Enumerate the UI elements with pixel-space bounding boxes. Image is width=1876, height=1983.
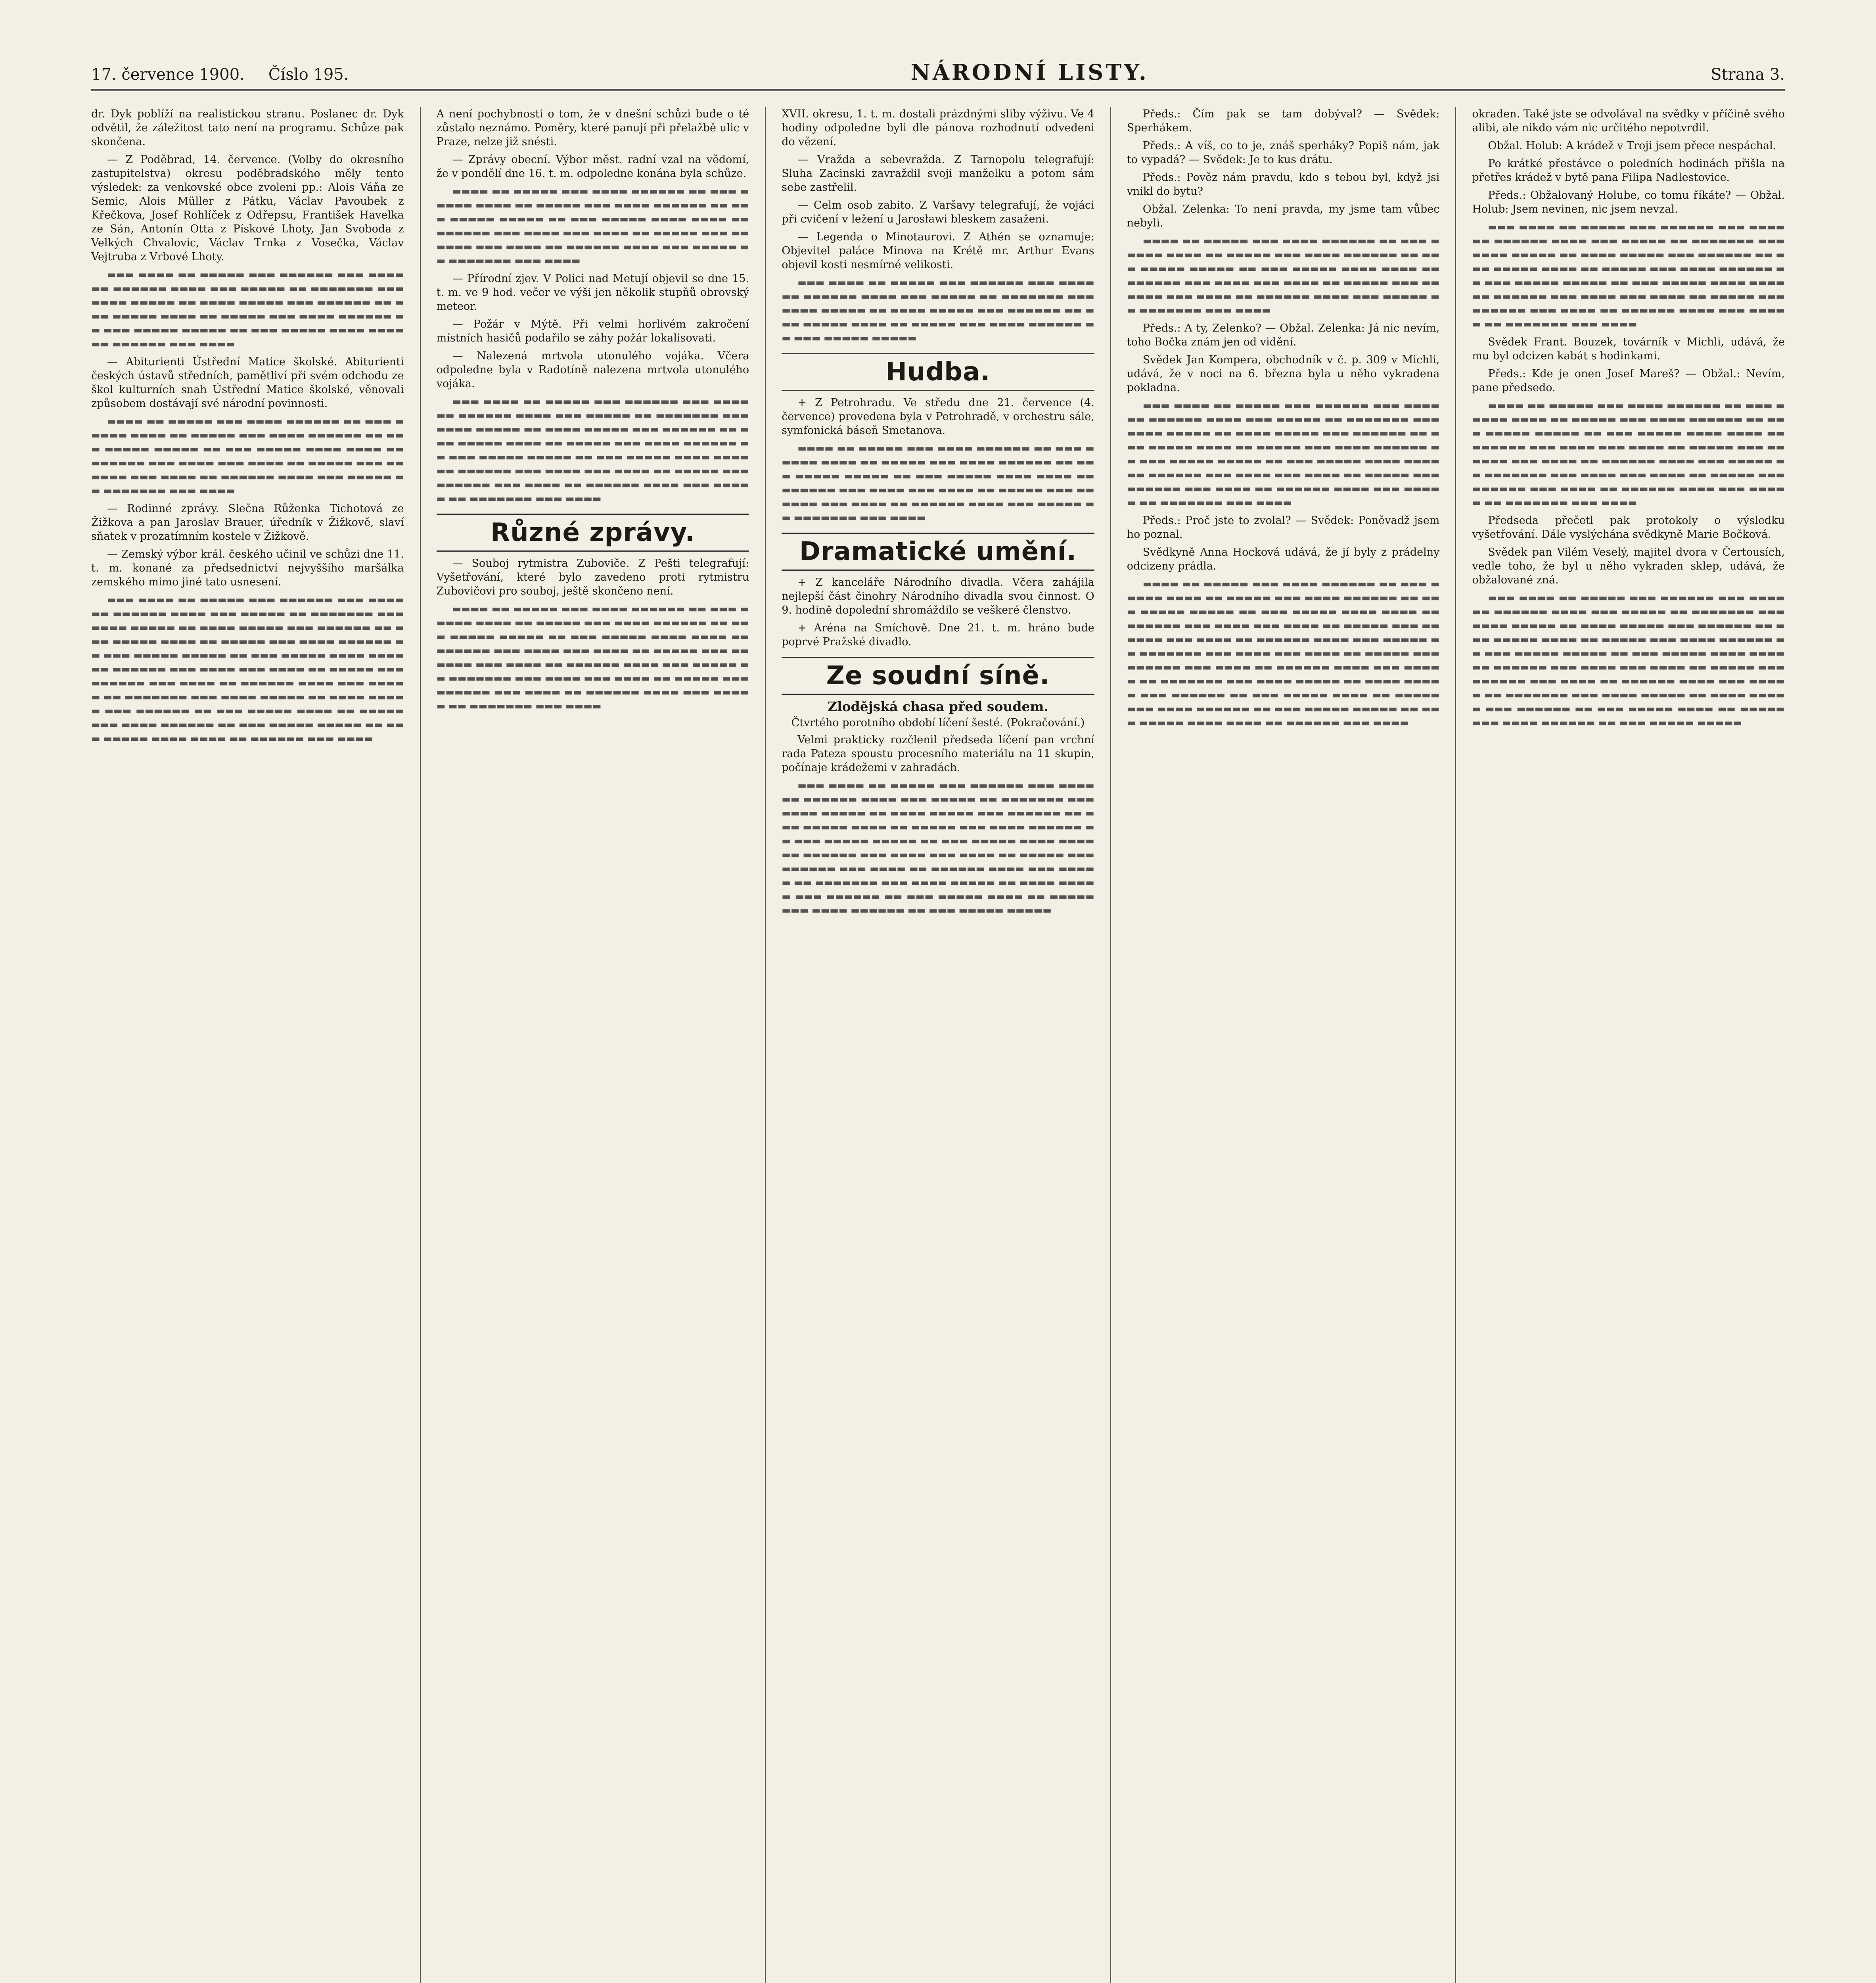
article-paragraph: Předseda přečetl pak protokoly o výsledku vyšetřování. Dále vyslýchána svědkyně Marie Bočková.	[1472, 514, 1785, 541]
columns	[91, 107, 1785, 1983]
article-paragraph: A není pochybnosti o tom, že v dnešní schůzi bude o té zůstalo neznámo. Poměry, které panují při přelažbě ulic v Praze, nelze již snésti.	[436, 108, 749, 148]
article-text-fill: ▬▬▬▬ ▬▬ ▬▬▬▬▬ ▬▬▬ ▬▬▬▬ ▬▬▬▬▬▬ ▬▬ ▬▬▬ ▬▬▬▬▬ ▬▬▬▬ ▬▬ ▬▬▬▬▬ ▬▬▬ ▬▬▬▬ ▬▬▬▬▬▬ ▬▬ ▬▬▬ ▬▬▬▬▬ ▬▬▬▬▬ ▬▬ ▬▬▬ ▬▬▬▬▬ ▬▬▬▬ ▬▬▬▬ ▬▬ ▬▬▬▬▬▬ ▬▬▬ ▬▬▬▬ ▬▬▬ ▬▬▬▬ ▬▬ ▬▬▬▬▬ ▬▬▬ ▬▬▬▬▬▬ ▬▬▬ ▬▬▬▬ ▬▬ ▬▬▬▬▬▬ ▬▬▬▬ ▬▬▬ ▬▬▬▬▬ ▬▬ ▬▬▬▬▬▬▬ ▬▬▬ ▬▬▬▬	[436, 186, 749, 266]
column-5	[1472, 107, 1785, 1983]
article-text-fill: ▬▬▬ ▬▬▬▬ ▬▬ ▬▬▬▬▬ ▬▬▬ ▬▬▬▬▬▬ ▬▬▬ ▬▬▬▬ ▬▬ ▬▬▬▬▬▬ ▬▬▬▬ ▬▬▬ ▬▬▬▬▬ ▬▬ ▬▬▬▬▬▬▬ ▬▬▬ ▬▬▬▬ ▬▬▬▬▬ ▬▬ ▬▬▬▬ ▬▬▬▬▬ ▬▬▬ ▬▬▬▬▬▬ ▬▬ ▬▬▬ ▬▬▬▬▬ ▬▬▬▬ ▬▬ ▬▬▬▬▬ ▬▬▬ ▬▬▬▬ ▬▬▬▬▬▬ ▬▬ ▬▬▬ ▬▬▬▬▬ ▬▬▬▬▬ ▬▬ ▬▬▬ ▬▬▬▬▬ ▬▬▬▬ ▬▬▬▬ ▬▬ ▬▬▬▬▬▬ ▬▬▬ ▬▬▬▬ ▬▬▬ ▬▬▬▬ ▬▬ ▬▬▬▬▬ ▬▬▬ ▬▬▬▬▬▬ ▬▬▬ ▬▬▬▬ ▬▬ ▬▬▬▬▬▬ ▬▬▬▬ ▬▬▬ ▬▬▬▬▬ ▬▬ ▬▬▬▬▬▬▬ ▬▬▬ ▬▬▬▬ ▬▬▬▬▬ ▬▬ ▬▬▬▬ ▬▬▬▬▬ ▬▬▬ ▬▬▬▬▬▬ ▬▬ ▬▬▬ ▬▬▬▬▬ ▬▬▬▬ ▬▬ ▬▬▬▬▬ ▬▬▬ ▬▬▬▬ ▬▬▬▬▬▬ ▬▬ ▬▬▬ ▬▬▬▬▬ ▬▬▬▬▬ ▬▬ ▬▬▬ ▬▬▬▬▬ ▬▬▬▬ ▬▬▬▬ ▬▬ ▬▬▬▬▬▬ ▬▬▬ ▬▬▬▬	[91, 594, 404, 744]
article-paragraph: Předs.: Kde je onen Josef Mareš? — Obžal.: Nevím, pane předsedo.	[1472, 368, 1785, 394]
article-paragraph: — Legenda o Minotaurovi. Z Athén se oznamuje: Objevitel paláce Minova na Krétě mr. Arthur Evans objevil kosti nesmírné velikosti.	[782, 231, 1094, 271]
article-paragraph: — Přírodní zjev. V Polici nad Metují objevil se dne 15. t. m. ve 9 hod. večer ve výši jen několik stupňů obrovský meteor.	[436, 272, 749, 313]
article-paragraph: Předs.: Proč jste to zvolal? — Svědek: Poněvadž jsem ho poznal.	[1127, 514, 1440, 541]
article-paragraph: — Souboj rytmistra Zuboviče. Z Pešti telegrafují: Vyšetřování, které bylo zavedeno proti rytmistru Zubovičovi pro souboj, ještě skončeno není.	[436, 557, 749, 597]
section-heading-ze-soudni-sine: Ze soudní síně.	[782, 657, 1094, 695]
article-text-fill: ▬▬▬ ▬▬▬▬ ▬▬ ▬▬▬▬▬ ▬▬▬ ▬▬▬▬▬▬ ▬▬▬ ▬▬▬▬ ▬▬ ▬▬▬▬▬▬ ▬▬▬▬ ▬▬▬ ▬▬▬▬▬ ▬▬ ▬▬▬▬▬▬▬ ▬▬▬ ▬▬▬▬ ▬▬▬▬▬ ▬▬ ▬▬▬▬ ▬▬▬▬▬ ▬▬▬ ▬▬▬▬▬▬ ▬▬ ▬▬▬ ▬▬▬▬▬ ▬▬▬▬ ▬▬ ▬▬▬▬▬ ▬▬▬ ▬▬▬▬ ▬▬▬▬▬▬ ▬▬ ▬▬▬ ▬▬▬▬▬ ▬▬▬▬▬ ▬▬ ▬▬▬ ▬▬▬▬▬ ▬▬▬▬ ▬▬▬▬ ▬▬ ▬▬▬▬▬▬ ▬▬▬ ▬▬▬▬	[91, 269, 404, 349]
article-heading: Zlodějská chasa před soudem.	[828, 699, 1048, 714]
article-paragraph: Svědek Frant. Bouzek, továrník v Michli, udává, že mu byl odcizen kabát s hodinkami.	[1472, 336, 1785, 362]
article-paragraph: Svědkyně Anna Hocková udává, že jí byly z prádelny odcizeny prádla.	[1127, 546, 1440, 572]
article-paragraph: — Abiturienti Ústřední Matice školské. Abiturienti českých ústavů středních, pamětliví při svém odchodu ze škol kulturních snah Ústřední Matice školské, věnovali způsobem dostávají své národní povinnosti.	[91, 356, 404, 410]
masthead-rule	[91, 89, 1785, 91]
article-subheading: Čtvrtého porotního období líčení šesté. (Pokračování.)	[791, 717, 1085, 729]
article-paragraph: — Vražda a sebevražda. Z Tarnopolu telegrafují: Sluha Zacinski zavraždil svoji manželku a potom sám sebe zastřelil.	[782, 153, 1094, 194]
article-paragraph: Po krátké přestávce o poledních hodinách přišla na přetřes krádež v bytě pana Filipa Nadlestovice.	[1472, 157, 1785, 184]
column-1	[91, 107, 421, 1983]
section-heading-hudba: Hudba.	[782, 353, 1094, 391]
article-paragraph: okraden. Také jste se odvolával na svědky v příčině svého alibi, ale nikdo vám nic určitého nepotvrdil.	[1472, 108, 1785, 134]
article-paragraph: — Nalezená mrtvola utonulého vojáka. Včera odpoledne byla v Radotíně nalezena mrtvola utonulého vojáka.	[436, 350, 749, 390]
article-paragraph: + Z kanceláře Národního divadla. Včera zahájila nejlepší část činohry Národního divadla svou činnost. O 9. hodině dopolední shromáždilo se veškeré členstvo.	[782, 576, 1094, 616]
article-paragraph: + Aréna na Smíchově. Dne 21. t. m. hráno bude poprvé Pražské divadlo.	[782, 622, 1094, 648]
article-paragraph: — Rodinné zprávy. Slečna Růženka Tichotová ze Žižkova a pan Jaroslav Brauer, úředník v Žižkově, slaví sňatek v prozatímním kostele v Žižkově.	[91, 502, 404, 543]
issue-date: 17. července 1900.	[91, 65, 245, 84]
article-paragraph: Svědek pan Vilém Veselý, majitel dvora v Čertousích, vedle toho, že byl u něho vykraden sklep, udává, že obžalované zná.	[1472, 546, 1785, 586]
article-paragraph: Obžal. Zelenka: To není pravda, my jsme tam vůbec nebyli.	[1127, 203, 1440, 229]
article-text-fill: ▬▬▬▬ ▬▬ ▬▬▬▬▬ ▬▬▬ ▬▬▬▬ ▬▬▬▬▬▬ ▬▬ ▬▬▬ ▬▬▬▬▬ ▬▬▬▬ ▬▬ ▬▬▬▬▬ ▬▬▬ ▬▬▬▬ ▬▬▬▬▬▬ ▬▬ ▬▬▬ ▬▬▬▬▬ ▬▬▬▬▬ ▬▬ ▬▬▬ ▬▬▬▬▬ ▬▬▬▬ ▬▬▬▬ ▬▬ ▬▬▬▬▬▬ ▬▬▬ ▬▬▬▬ ▬▬▬ ▬▬▬▬ ▬▬ ▬▬▬▬▬ ▬▬▬ ▬▬▬▬▬▬ ▬▬▬ ▬▬▬▬ ▬▬ ▬▬▬▬▬▬ ▬▬▬▬ ▬▬▬ ▬▬▬▬▬ ▬▬ ▬▬▬▬▬▬▬ ▬▬▬ ▬▬▬▬ ▬▬▬ ▬▬▬▬ ▬▬ ▬▬▬▬▬ ▬▬▬ ▬▬▬▬▬▬ ▬▬▬ ▬▬▬▬ ▬▬ ▬▬▬▬▬▬ ▬▬▬▬ ▬▬▬ ▬▬▬▬▬ ▬▬ ▬▬▬▬▬▬▬ ▬▬▬ ▬▬▬▬ ▬▬▬▬▬ ▬▬ ▬▬▬▬ ▬▬▬▬▬ ▬▬▬ ▬▬▬▬▬▬ ▬▬ ▬▬▬ ▬▬▬▬▬ ▬▬▬▬ ▬▬ ▬▬▬▬▬ ▬▬▬ ▬▬▬▬ ▬▬▬▬▬▬ ▬▬ ▬▬▬ ▬▬▬▬▬ ▬▬▬▬▬ ▬▬ ▬▬▬ ▬▬▬▬▬ ▬▬▬▬ ▬▬▬▬ ▬▬ ▬▬▬▬▬▬ ▬▬▬ ▬▬▬▬	[1127, 578, 1440, 728]
article-text-fill: ▬▬▬▬ ▬▬ ▬▬▬▬▬ ▬▬▬ ▬▬▬▬ ▬▬▬▬▬▬ ▬▬ ▬▬▬ ▬▬▬▬▬ ▬▬▬▬ ▬▬ ▬▬▬▬▬ ▬▬▬ ▬▬▬▬ ▬▬▬▬▬▬ ▬▬ ▬▬▬ ▬▬▬▬▬ ▬▬▬▬▬ ▬▬ ▬▬▬ ▬▬▬▬▬ ▬▬▬▬ ▬▬▬▬ ▬▬ ▬▬▬▬▬▬ ▬▬▬ ▬▬▬▬ ▬▬▬ ▬▬▬▬ ▬▬ ▬▬▬▬▬ ▬▬▬ ▬▬▬▬▬▬ ▬▬▬ ▬▬▬▬ ▬▬ ▬▬▬▬▬▬ ▬▬▬▬ ▬▬▬ ▬▬▬▬▬ ▬▬ ▬▬▬▬▬▬▬ ▬▬▬ ▬▬▬▬ ▬▬▬ ▬▬▬▬ ▬▬ ▬▬▬▬▬ ▬▬▬ ▬▬▬▬▬▬ ▬▬▬ ▬▬▬▬ ▬▬ ▬▬▬▬▬▬ ▬▬▬▬ ▬▬▬ ▬▬▬▬▬ ▬▬ ▬▬▬▬▬▬▬ ▬▬▬ ▬▬▬▬	[1472, 400, 1785, 508]
article-paragraph: Předs.: A ty, Zelenko? — Obžal. Zelenka: Já nic nevím, toho Bočka znám jen od vidění.	[1127, 322, 1440, 348]
section-heading-ruzne-zpravy: Různé zprávy.	[437, 514, 749, 552]
article-text-fill: ▬▬▬▬ ▬▬ ▬▬▬▬▬ ▬▬▬ ▬▬▬▬ ▬▬▬▬▬▬ ▬▬ ▬▬▬ ▬▬▬▬▬ ▬▬▬▬ ▬▬ ▬▬▬▬▬ ▬▬▬ ▬▬▬▬ ▬▬▬▬▬▬ ▬▬ ▬▬▬ ▬▬▬▬▬ ▬▬▬▬▬ ▬▬ ▬▬▬ ▬▬▬▬▬ ▬▬▬▬ ▬▬▬▬ ▬▬ ▬▬▬▬▬▬ ▬▬▬ ▬▬▬▬ ▬▬▬ ▬▬▬▬ ▬▬ ▬▬▬▬▬ ▬▬▬ ▬▬▬▬▬▬ ▬▬▬ ▬▬▬▬ ▬▬ ▬▬▬▬▬▬ ▬▬▬▬ ▬▬▬ ▬▬▬▬▬ ▬▬ ▬▬▬▬▬▬▬ ▬▬▬ ▬▬▬▬ ▬▬▬ ▬▬▬▬ ▬▬ ▬▬▬▬▬ ▬▬▬ ▬▬▬▬▬▬ ▬▬▬ ▬▬▬▬ ▬▬ ▬▬▬▬▬▬ ▬▬▬▬ ▬▬▬ ▬▬▬▬▬ ▬▬ ▬▬▬▬▬▬▬ ▬▬▬ ▬▬▬▬	[436, 603, 749, 712]
article-paragraph: XVII. okresu, 1. t. m. dostali prázdnými sliby výživu. Ve 4 hodiny odpoledne byli dle pánova rozhodnutí odvedeni do vězení.	[782, 108, 1094, 148]
article-paragraph: Obžal. Holub: A krádež v Troji jsem přece nespáchal.	[1488, 140, 1776, 152]
article-text-fill: ▬▬▬ ▬▬▬▬ ▬▬ ▬▬▬▬▬ ▬▬▬ ▬▬▬▬▬▬ ▬▬▬ ▬▬▬▬ ▬▬ ▬▬▬▬▬▬ ▬▬▬▬ ▬▬▬ ▬▬▬▬▬ ▬▬ ▬▬▬▬▬▬▬ ▬▬▬ ▬▬▬▬ ▬▬▬▬▬ ▬▬ ▬▬▬▬ ▬▬▬▬▬ ▬▬▬ ▬▬▬▬▬▬ ▬▬ ▬▬▬ ▬▬▬▬▬ ▬▬▬▬ ▬▬ ▬▬▬▬▬ ▬▬▬ ▬▬▬▬ ▬▬▬▬▬▬ ▬▬ ▬▬▬ ▬▬▬▬▬ ▬▬▬▬▬ ▬▬ ▬▬▬ ▬▬▬▬▬ ▬▬▬▬ ▬▬▬▬ ▬▬ ▬▬▬▬▬▬ ▬▬▬ ▬▬▬▬ ▬▬▬ ▬▬▬▬ ▬▬ ▬▬▬▬▬ ▬▬▬ ▬▬▬▬▬▬ ▬▬▬ ▬▬▬▬ ▬▬ ▬▬▬▬▬▬ ▬▬▬▬ ▬▬▬ ▬▬▬▬▬ ▬▬ ▬▬▬▬▬▬▬ ▬▬▬ ▬▬▬▬ ▬▬▬▬▬ ▬▬ ▬▬▬▬ ▬▬▬▬▬ ▬▬▬ ▬▬▬▬▬▬ ▬▬ ▬▬▬ ▬▬▬▬▬ ▬▬▬▬ ▬▬ ▬▬▬▬▬ ▬▬▬ ▬▬▬▬ ▬▬▬▬▬▬ ▬▬ ▬▬▬ ▬▬▬▬▬ ▬▬▬▬▬	[1472, 592, 1785, 728]
column-4	[1127, 107, 1456, 1983]
article-text-fill: ▬▬▬ ▬▬▬▬ ▬▬ ▬▬▬▬▬ ▬▬▬ ▬▬▬▬▬▬ ▬▬▬ ▬▬▬▬ ▬▬ ▬▬▬▬▬▬ ▬▬▬▬ ▬▬▬ ▬▬▬▬▬ ▬▬ ▬▬▬▬▬▬▬ ▬▬▬ ▬▬▬▬ ▬▬▬▬▬ ▬▬ ▬▬▬▬ ▬▬▬▬▬ ▬▬▬ ▬▬▬▬▬▬ ▬▬ ▬▬▬ ▬▬▬▬▬ ▬▬▬▬ ▬▬ ▬▬▬▬▬ ▬▬▬ ▬▬▬▬ ▬▬▬▬▬▬ ▬▬ ▬▬▬ ▬▬▬▬▬ ▬▬▬▬▬ ▬▬ ▬▬▬ ▬▬▬▬▬ ▬▬▬▬ ▬▬▬▬ ▬▬ ▬▬▬▬▬▬ ▬▬▬ ▬▬▬▬ ▬▬▬ ▬▬▬▬ ▬▬ ▬▬▬▬▬ ▬▬▬ ▬▬▬▬▬▬ ▬▬▬ ▬▬▬▬ ▬▬ ▬▬▬▬▬▬ ▬▬▬▬ ▬▬▬ ▬▬▬▬▬ ▬▬ ▬▬▬▬▬▬▬ ▬▬▬ ▬▬▬▬	[436, 396, 749, 504]
issue-number: Číslo 195.	[268, 65, 349, 84]
article-paragraph: — Zemský výbor král. českého učinil ve schůzi dne 11. t. m. konané za předsednictví nejvyššího maršálka zemského mimo jiné tato usnesení.	[91, 548, 404, 588]
article-text-fill: ▬▬▬▬ ▬▬ ▬▬▬▬▬ ▬▬▬ ▬▬▬▬ ▬▬▬▬▬▬ ▬▬ ▬▬▬ ▬▬▬▬▬ ▬▬▬▬ ▬▬ ▬▬▬▬▬ ▬▬▬ ▬▬▬▬ ▬▬▬▬▬▬ ▬▬ ▬▬▬ ▬▬▬▬▬ ▬▬▬▬▬ ▬▬ ▬▬▬ ▬▬▬▬▬ ▬▬▬▬ ▬▬▬▬ ▬▬ ▬▬▬▬▬▬ ▬▬▬ ▬▬▬▬ ▬▬▬ ▬▬▬▬ ▬▬ ▬▬▬▬▬ ▬▬▬ ▬▬▬▬▬▬ ▬▬▬ ▬▬▬▬ ▬▬ ▬▬▬▬▬▬ ▬▬▬▬ ▬▬▬ ▬▬▬▬▬ ▬▬ ▬▬▬▬▬▬▬ ▬▬▬ ▬▬▬▬	[782, 443, 1094, 523]
article-paragraph: — Z Poděbrad, 14. července. (Volby do okresního zastupitelstva) okresu poděbradského měly tento výsledek: za venkovské obce zvoleni pp.: Alois Váňa ze Semic, Alois Müller z Pátku, Václav Pavoubek z Křečkova, Josef Rohlíček z Odřepsu, František Havelka ze Sán, Antonín Otta z Pískové Lhoty, Jan Svoboda z Velkých Chvalovic, Václav Trnka z Vosečka, Václav Vejtruba z Vrbové Lhoty.	[91, 153, 404, 263]
masthead	[91, 59, 1785, 83]
article-paragraph: Předs.: A víš, co to je, znáš sperháky? Popiš nám, jak to vypadá? — Svědek: Je to kus drátu.	[1127, 140, 1440, 166]
article-paragraph: Velmi prakticky rozčlenil předseda líčení pan vrchní rada Pateza spoustu procesního materiálu na 11 skupin, počínaje krádežemi v zahradách.	[782, 734, 1094, 774]
article-text-fill: ▬▬▬▬ ▬▬ ▬▬▬▬▬ ▬▬▬ ▬▬▬▬ ▬▬▬▬▬▬ ▬▬ ▬▬▬ ▬▬▬▬▬ ▬▬▬▬ ▬▬ ▬▬▬▬▬ ▬▬▬ ▬▬▬▬ ▬▬▬▬▬▬ ▬▬ ▬▬▬ ▬▬▬▬▬ ▬▬▬▬▬ ▬▬ ▬▬▬ ▬▬▬▬▬ ▬▬▬▬ ▬▬▬▬ ▬▬ ▬▬▬▬▬▬ ▬▬▬ ▬▬▬▬ ▬▬▬ ▬▬▬▬ ▬▬ ▬▬▬▬▬ ▬▬▬ ▬▬▬▬▬▬ ▬▬▬ ▬▬▬▬ ▬▬ ▬▬▬▬▬▬ ▬▬▬▬ ▬▬▬ ▬▬▬▬▬ ▬▬ ▬▬▬▬▬▬▬ ▬▬▬ ▬▬▬▬	[1127, 235, 1440, 316]
article-paragraph: + Z Petrohradu. Ve středu dne 21. července (4. července) provedena byla v Petrohradě, v orchestru sále, symfonická báseň Smetanova.	[782, 397, 1094, 437]
article-paragraph: dr. Dyk poblíží na realistickou stranu. Poslanec dr. Dyk odvětil, že záležitost tato není na programu. Schůze pak skončena.	[91, 108, 404, 148]
section-heading-dramaticke-umeni: Dramatické umění.	[782, 533, 1094, 571]
article-paragraph: Předs.: Obžalovaný Holube, co tomu říkáte? — Obžal. Holub: Jsem nevinen, nic jsem nevzal.	[1472, 189, 1785, 215]
page-number: Strana 3.	[1711, 65, 1785, 84]
article-paragraph: Předs.: Pověz nám pravdu, kdo s tebou byl, když jsi vnikl do bytu?	[1127, 171, 1440, 198]
article-text-fill: ▬▬▬ ▬▬▬▬ ▬▬ ▬▬▬▬▬ ▬▬▬ ▬▬▬▬▬▬ ▬▬▬ ▬▬▬▬ ▬▬ ▬▬▬▬▬▬ ▬▬▬▬ ▬▬▬ ▬▬▬▬▬ ▬▬ ▬▬▬▬▬▬▬ ▬▬▬ ▬▬▬▬ ▬▬▬▬▬ ▬▬ ▬▬▬▬ ▬▬▬▬▬ ▬▬▬ ▬▬▬▬▬▬ ▬▬ ▬▬▬ ▬▬▬▬▬ ▬▬▬▬ ▬▬ ▬▬▬▬▬ ▬▬▬ ▬▬▬▬ ▬▬▬▬▬▬ ▬▬ ▬▬▬ ▬▬▬▬▬ ▬▬▬▬▬ ▬▬ ▬▬▬ ▬▬▬▬▬ ▬▬▬▬ ▬▬▬▬ ▬▬ ▬▬▬▬▬▬ ▬▬▬ ▬▬▬▬ ▬▬▬ ▬▬▬▬ ▬▬ ▬▬▬▬▬ ▬▬▬ ▬▬▬▬▬▬ ▬▬▬ ▬▬▬▬ ▬▬ ▬▬▬▬▬▬ ▬▬▬▬ ▬▬▬ ▬▬▬▬▬ ▬▬ ▬▬▬▬▬▬▬ ▬▬▬ ▬▬▬▬	[1127, 400, 1440, 508]
article-paragraph: Svědek Jan Kompera, obchodník v č. p. 309 v Michli, udává, že v noci na 6. března byla u něho vykradena pokladna.	[1127, 354, 1440, 394]
newspaper-title: NÁRODNÍ LISTY.	[910, 59, 1149, 85]
article-text-fill: ▬▬▬▬ ▬▬ ▬▬▬▬▬ ▬▬▬ ▬▬▬▬ ▬▬▬▬▬▬ ▬▬ ▬▬▬ ▬▬▬▬▬ ▬▬▬▬ ▬▬ ▬▬▬▬▬ ▬▬▬ ▬▬▬▬ ▬▬▬▬▬▬ ▬▬ ▬▬▬ ▬▬▬▬▬ ▬▬▬▬▬ ▬▬ ▬▬▬ ▬▬▬▬▬ ▬▬▬▬ ▬▬▬▬ ▬▬ ▬▬▬▬▬▬ ▬▬▬ ▬▬▬▬ ▬▬▬ ▬▬▬▬ ▬▬ ▬▬▬▬▬ ▬▬▬ ▬▬▬▬▬▬ ▬▬▬ ▬▬▬▬ ▬▬ ▬▬▬▬▬▬ ▬▬▬▬ ▬▬▬ ▬▬▬▬▬ ▬▬ ▬▬▬▬▬▬▬ ▬▬▬ ▬▬▬▬	[91, 416, 404, 496]
article-paragraph: — Zprávy obecní. Výbor měst. radní vzal na vědomí, že v pondělí dne 16. t. m. odpoledne konána byla schůze.	[436, 153, 749, 180]
column-3	[782, 107, 1111, 1983]
article-paragraph: — Celm osob zabito. Z Varšavy telegrafují, že vojáci při cvičení v ležení u Jarosławi bleskem zasaženi.	[782, 199, 1094, 225]
article-text-fill: ▬▬▬ ▬▬▬▬ ▬▬ ▬▬▬▬▬ ▬▬▬ ▬▬▬▬▬▬ ▬▬▬ ▬▬▬▬ ▬▬ ▬▬▬▬▬▬ ▬▬▬▬ ▬▬▬ ▬▬▬▬▬ ▬▬ ▬▬▬▬▬▬▬ ▬▬▬ ▬▬▬▬ ▬▬▬▬▬ ▬▬ ▬▬▬▬ ▬▬▬▬▬ ▬▬▬ ▬▬▬▬▬▬ ▬▬ ▬▬▬ ▬▬▬▬▬ ▬▬▬▬ ▬▬ ▬▬▬▬▬ ▬▬▬ ▬▬▬▬ ▬▬▬▬▬▬ ▬▬ ▬▬▬ ▬▬▬▬▬ ▬▬▬▬▬	[782, 277, 1094, 343]
article-text-fill: ▬▬▬ ▬▬▬▬ ▬▬ ▬▬▬▬▬ ▬▬▬ ▬▬▬▬▬▬ ▬▬▬ ▬▬▬▬ ▬▬ ▬▬▬▬▬▬ ▬▬▬▬ ▬▬▬ ▬▬▬▬▬ ▬▬ ▬▬▬▬▬▬▬ ▬▬▬ ▬▬▬▬ ▬▬▬▬▬ ▬▬ ▬▬▬▬ ▬▬▬▬▬ ▬▬▬ ▬▬▬▬▬▬ ▬▬ ▬▬▬ ▬▬▬▬▬ ▬▬▬▬ ▬▬ ▬▬▬▬▬ ▬▬▬ ▬▬▬▬ ▬▬▬▬▬▬ ▬▬ ▬▬▬ ▬▬▬▬▬ ▬▬▬▬▬ ▬▬ ▬▬▬ ▬▬▬▬▬ ▬▬▬▬ ▬▬▬▬ ▬▬ ▬▬▬▬▬▬ ▬▬▬ ▬▬▬▬ ▬▬▬ ▬▬▬▬ ▬▬ ▬▬▬▬▬ ▬▬▬ ▬▬▬▬▬▬ ▬▬▬ ▬▬▬▬ ▬▬ ▬▬▬▬▬▬ ▬▬▬▬ ▬▬▬ ▬▬▬▬▬ ▬▬ ▬▬▬▬▬▬▬ ▬▬▬ ▬▬▬▬ ▬▬▬▬▬ ▬▬ ▬▬▬▬ ▬▬▬▬▬ ▬▬▬ ▬▬▬▬▬▬ ▬▬ ▬▬▬ ▬▬▬▬▬ ▬▬▬▬ ▬▬ ▬▬▬▬▬ ▬▬▬ ▬▬▬▬ ▬▬▬▬▬▬ ▬▬ ▬▬▬ ▬▬▬▬▬ ▬▬▬▬▬	[782, 780, 1094, 916]
article-paragraph: Předs.: Čím pak se tam dobýval? — Svědek: Sperhákem.	[1127, 108, 1440, 134]
article-text-fill: ▬▬▬ ▬▬▬▬ ▬▬ ▬▬▬▬▬ ▬▬▬ ▬▬▬▬▬▬ ▬▬▬ ▬▬▬▬ ▬▬ ▬▬▬▬▬▬ ▬▬▬▬ ▬▬▬ ▬▬▬▬▬ ▬▬ ▬▬▬▬▬▬▬ ▬▬▬ ▬▬▬▬ ▬▬▬▬▬ ▬▬ ▬▬▬▬ ▬▬▬▬▬ ▬▬▬ ▬▬▬▬▬▬ ▬▬ ▬▬▬ ▬▬▬▬▬ ▬▬▬▬ ▬▬ ▬▬▬▬▬ ▬▬▬ ▬▬▬▬ ▬▬▬▬▬▬ ▬▬ ▬▬▬ ▬▬▬▬▬ ▬▬▬▬▬ ▬▬ ▬▬▬ ▬▬▬▬▬ ▬▬▬▬ ▬▬▬▬ ▬▬ ▬▬▬▬▬▬ ▬▬▬ ▬▬▬▬ ▬▬▬ ▬▬▬▬ ▬▬ ▬▬▬▬▬ ▬▬▬ ▬▬▬▬▬▬ ▬▬▬ ▬▬▬▬ ▬▬ ▬▬▬▬▬▬ ▬▬▬▬ ▬▬▬ ▬▬▬▬▬ ▬▬ ▬▬▬▬▬▬▬ ▬▬▬ ▬▬▬▬	[1472, 221, 1785, 330]
article-paragraph: — Požár v Mýtě. Při velmi horlivém zakročení místních hasičů podařilo se záhy požár lokalisovati.	[436, 318, 749, 344]
column-2	[437, 107, 766, 1983]
